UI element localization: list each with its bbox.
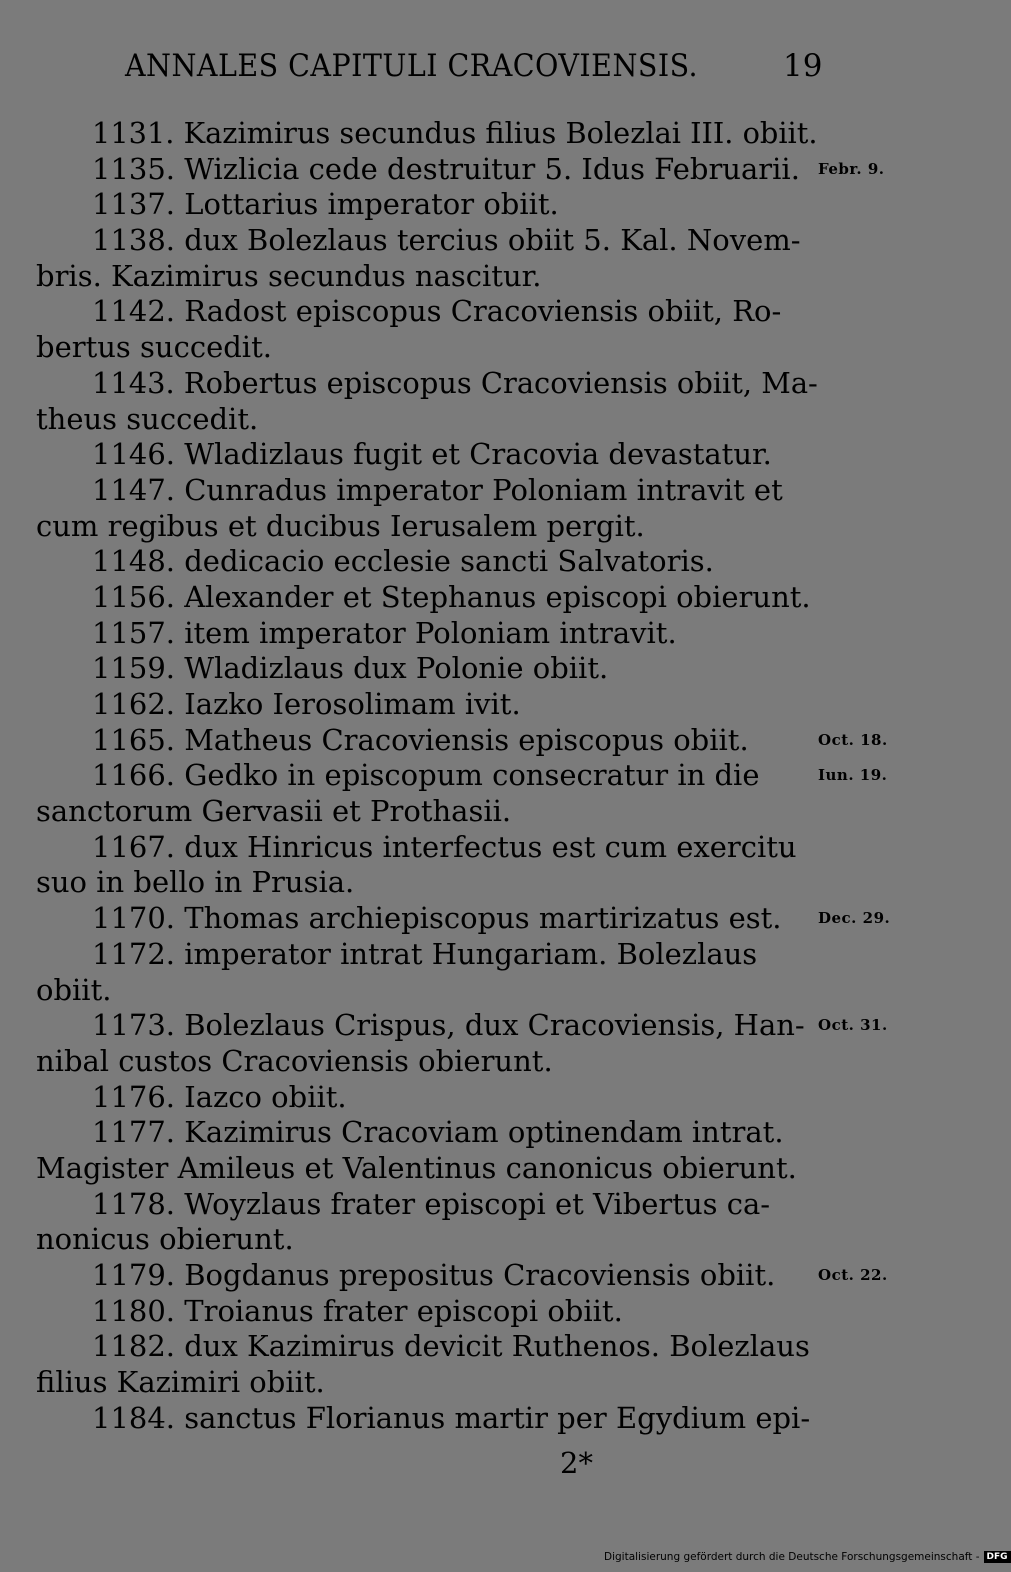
annal-line-text: filius Kazimiri obiit. xyxy=(36,1365,325,1400)
annal-line xyxy=(36,1044,936,1080)
annal-line xyxy=(36,794,936,830)
annal-line-text: 1178. Woyzlaus frater episcopi et Vibertus ca- xyxy=(92,1186,771,1221)
annal-line xyxy=(36,1187,936,1223)
footer-credit xyxy=(604,1551,1008,1569)
annal-line-text: 1146. Wladizlaus fugit et Cracovia devastatur. xyxy=(92,437,772,472)
annal-line xyxy=(36,580,936,616)
annal-line-text: 1142. Radost episcopus Cracoviensis obiit, Ro- xyxy=(92,294,782,329)
annal-line xyxy=(36,865,936,901)
margin-date-note: Dec. 29. xyxy=(818,909,891,928)
annal-line xyxy=(36,830,936,866)
dfg-logo: DFG xyxy=(984,1551,1011,1563)
annal-line xyxy=(36,1115,936,1151)
annal-line xyxy=(36,616,936,652)
annal-line xyxy=(36,152,936,188)
annal-line-text: theus succedit. xyxy=(36,401,259,436)
annal-line-text: 1180. Troianus frater episcopi obiit. xyxy=(92,1293,623,1328)
margin-date-note: Iun. 19. xyxy=(818,766,888,785)
running-title: ANNALES CAPITULI CRACOVIENSIS. xyxy=(125,48,699,84)
annal-line-text: bris. Kazimirus secundus nascitur. xyxy=(36,258,542,293)
annal-line-text: 1165. Matheus Cracoviensis episcopus obiit. xyxy=(92,722,749,757)
annal-line xyxy=(36,687,936,723)
annal-line-text: 1143. Robertus episcopus Cracoviensis obiit, Ma- xyxy=(92,365,818,400)
annal-line-text: 1137. Lottarius imperator obiit. xyxy=(92,187,559,222)
annal-line-text: 1184. sanctus Florianus martir per Egydium epi- xyxy=(92,1400,811,1435)
margin-date-note: Oct. 31. xyxy=(818,1016,888,1035)
annal-line xyxy=(36,437,936,473)
annal-line xyxy=(36,758,936,794)
annal-line xyxy=(36,1294,936,1330)
annal-line-text: 1167. dux Hinricus interfectus est cum exercitu xyxy=(92,829,797,864)
annal-line-text: 1177. Kazimirus Cracoviam optinendam intrat. xyxy=(92,1115,784,1150)
annal-line xyxy=(36,187,936,223)
annal-line-text: nibal custos Cracoviensis obierunt. xyxy=(36,1043,553,1078)
annal-line xyxy=(36,473,936,509)
annal-line xyxy=(36,366,936,402)
annal-line xyxy=(36,116,936,152)
annal-line xyxy=(36,1258,936,1294)
signature-mark: 2* xyxy=(560,1446,593,1480)
annals-text xyxy=(36,116,936,1436)
annal-line xyxy=(36,651,936,687)
annal-line xyxy=(36,223,936,259)
annal-line-text: Magister Amileus et Valentinus canonicus obierunt. xyxy=(36,1150,797,1185)
annal-line-text: sanctorum Gervasii et Prothasii. xyxy=(36,794,512,829)
page-number: 19 xyxy=(783,48,823,84)
annal-line-text: 1162. Iazko Ierosolimam ivit. xyxy=(92,687,521,721)
annal-line-text: 1176. Iazco obiit. xyxy=(92,1079,347,1114)
annal-line-text: 1147. Cunradus imperator Poloniam intravit et xyxy=(92,472,783,507)
annal-line xyxy=(36,937,936,973)
annal-line xyxy=(36,1401,936,1437)
page-header xyxy=(0,44,1000,94)
margin-date-note: Febr. 9. xyxy=(818,159,885,178)
annal-line-text: 1172. imperator intrat Hungariam. Bolezlaus xyxy=(92,936,758,971)
annal-line xyxy=(36,1151,936,1187)
annal-line xyxy=(36,330,936,366)
annal-line xyxy=(36,1365,936,1401)
annal-line-text: 1159. Wladizlaus dux Polonie obiit. xyxy=(92,651,609,686)
margin-date-note: Oct. 18. xyxy=(818,730,888,749)
annal-line xyxy=(36,1008,936,1044)
annal-line-text: 1179. Bogdanus prepositus Cracoviensis obiit. xyxy=(92,1258,776,1292)
annal-line xyxy=(36,402,936,438)
annal-line xyxy=(36,509,936,545)
annal-line xyxy=(36,973,936,1009)
annal-line-text: 1182. dux Kazimirus devicit Ruthenos. Bolezlaus xyxy=(92,1329,810,1364)
annal-line xyxy=(36,294,936,330)
annal-line-text: 1131. Kazimirus secundus filius Bolezlai III. obiit. xyxy=(92,116,818,150)
annal-line xyxy=(36,544,936,580)
annal-line-text: suo in bello in Prusia. xyxy=(36,865,355,900)
annal-line-text: obiit. xyxy=(36,972,112,1007)
margin-date-note: Oct. 22. xyxy=(818,1266,888,1284)
annal-line-text: 1170. Thomas archiepiscopus martirizatus est. xyxy=(92,901,782,936)
annal-line-text: 1156. Alexander et Stephanus episcopi obierunt. xyxy=(92,579,811,614)
annal-line xyxy=(36,1222,936,1258)
annal-line xyxy=(36,901,936,937)
funding-credit: Digitalisierung gefördert durch die Deutsche Forschungsgemeinschaft - xyxy=(604,1551,980,1563)
annal-line xyxy=(36,1080,936,1116)
annal-line xyxy=(36,723,936,759)
annal-line-text: nonicus obierunt. xyxy=(36,1222,294,1257)
annal-line-text: 1157. item imperator Poloniam intravit. xyxy=(92,615,677,650)
annal-line-text: bertus succedit. xyxy=(36,330,272,365)
annal-line-text: 1138. dux Bolezlaus tercius obiit 5. Kal. Novem- xyxy=(92,223,801,258)
annal-line-text: 1173. Bolezlaus Crispus, dux Cracoviensis, Han- xyxy=(92,1008,805,1043)
annal-line xyxy=(36,259,936,295)
annal-line-text: 1148. dedicacio ecclesie sancti Salvatoris. xyxy=(92,544,714,579)
annal-line-text: 1135. Wizlicia cede destruitur 5. Idus Februarii. xyxy=(92,151,800,186)
annal-line-text: 1166. Gedko in episcopum consecratur in die xyxy=(92,758,760,793)
annal-line xyxy=(36,1329,936,1365)
annal-line-text: cum regibus et ducibus Ierusalem pergit. xyxy=(36,508,645,543)
